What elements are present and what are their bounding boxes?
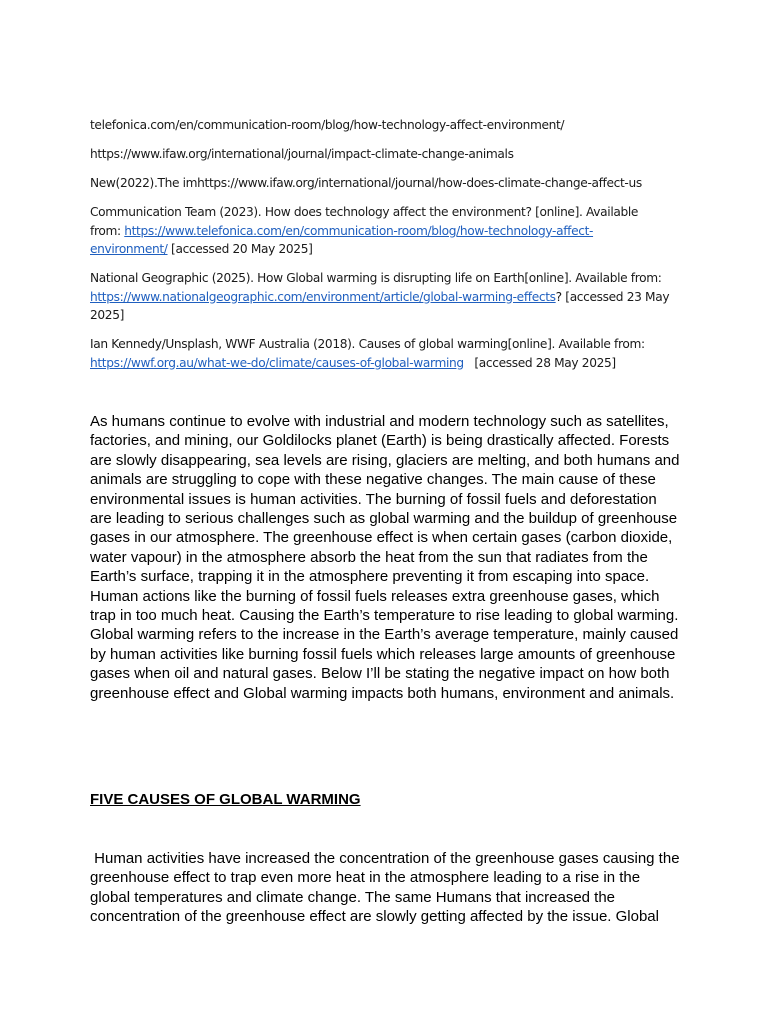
reference-line: https://www.ifaw.org/international/journal/impact-climate-change-animals bbox=[90, 147, 514, 161]
reference-accessed: ? [accessed 23 May 2025] bbox=[90, 289, 670, 322]
reference-accessed: [accessed 20 May 2025] bbox=[167, 242, 313, 256]
reference-list bbox=[90, 116, 670, 383]
reference-text: Ian Kennedy/Unsplash, WWF Australia (2018). Causes of global warming[online]. Available from: bbox=[90, 337, 645, 351]
reference-entry bbox=[90, 335, 670, 372]
reference-line: telefonica.com/en/communication-room/blog/how-technology-affect-environment/ bbox=[90, 118, 565, 132]
reference-link[interactable]: https://www.nationalgeographic.com/environment/article/global-warming-effects bbox=[90, 289, 556, 304]
reference-line: New(2022).The imhttps://www.ifaw.org/international/journal/how-does-climate-change-affect-us bbox=[90, 176, 642, 190]
reference-link[interactable]: https://www.telefonica.com/en/communication-room/blog/how-technology-affect-environment/ bbox=[90, 223, 594, 256]
reference-text: Communication Team (2023). How does technology affect the environment? [online]. Available from: bbox=[90, 205, 639, 238]
reference-link[interactable]: https://wwf.org.au/what-we-do/climate/causes-of-global-warming bbox=[90, 355, 464, 370]
reference-accessed: [accessed 28 May 2025] bbox=[463, 355, 616, 370]
section-heading: FIVE CAUSES OF GLOBAL WARMING bbox=[90, 791, 361, 808]
reference-text: National Geographic (2025). How Global warming is disrupting life on Earth[online]. Available from: bbox=[90, 271, 662, 285]
reference-entry bbox=[90, 269, 670, 325]
reference-entry bbox=[90, 203, 670, 259]
causes-paragraph: Human activities have increased the concentration of the greenhouse gases causing the greenhouse effect to trap even more heat in the atmosphere leading to a rise in the global temperatures and climate change. The same Humans that increased the concentration of the greenhouse effect are slowly getting affected by the issue. Global bbox=[90, 850, 684, 926]
intro-paragraph: As humans continue to evolve with industrial and modern technology such as satellites, factories, and mining, our Goldilocks planet (Earth) is being drastically affected. Forests are slowly disappearing, sea levels are rising, glaciers are melting, and both humans and animals are struggling to cope with these negative changes. The main cause of these environmental issues is human activities. The burning of fossil fuels and deforestation are leading to serious challenges such as global warming and the buildup of greenhouse gases in our atmosphere. The greenhouse effect is when certain gases (carbon dioxide, water vapour) in the atmosphere absorb the heat from the sun that radiates from the Earth’s surface, trapping it in the atmosphere preventing it from escaping into space. Human actions like the burning of fossil fuels releases extra greenhouse gases, which trap in too much heat. Causing the Earth’s temperature to rise leading to global warming. Global warming refers to the increase in the Earth’s average temperature, mainly caused by human activities like burning fossil fuels which releases large amounts of greenhouse gases when oil and natural gases. Below I’ll be stating the negative impact on how both greenhouse effect and Global warming impacts both humans, environment and animals. bbox=[90, 413, 680, 702]
